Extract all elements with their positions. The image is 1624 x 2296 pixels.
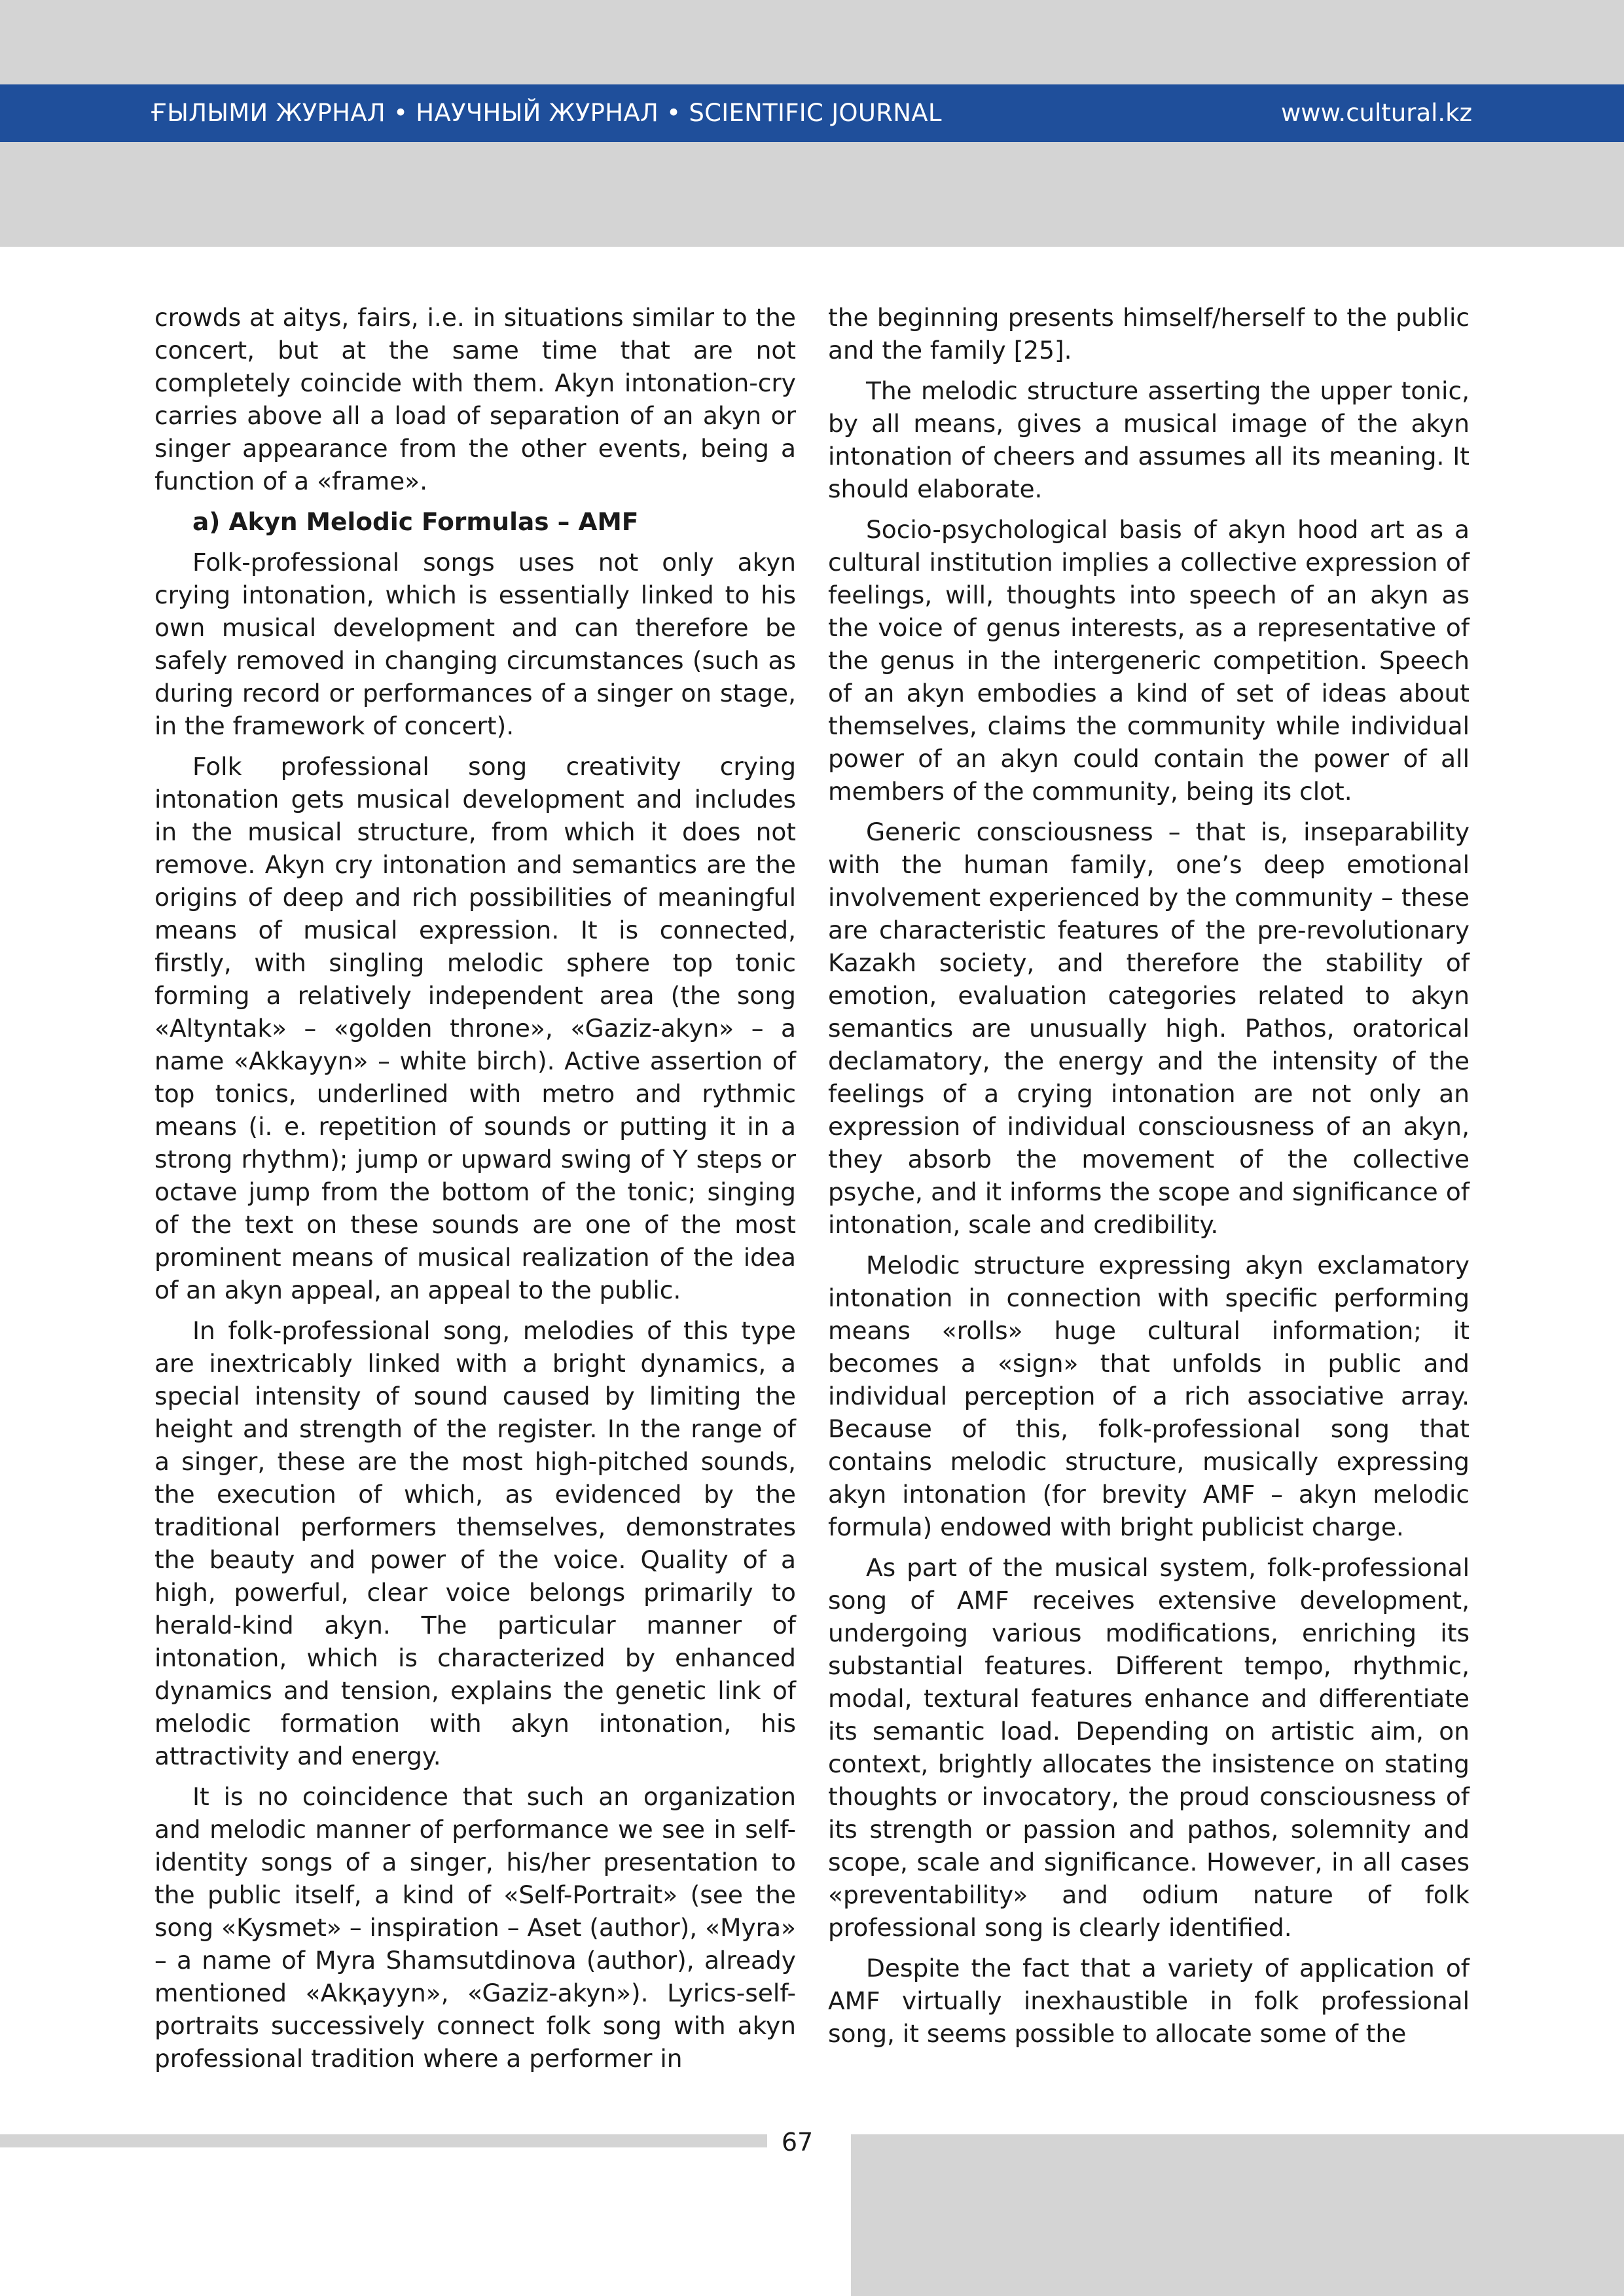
paragraph: Folk-professional songs uses not only akyn crying intonation, which is essentially linked to his own musical development and can therefore be safely removed in changing circumstances (such as during record or performances of a singer on stage, in the framework of concert). <box>154 548 796 740</box>
paragraph: Folk professional song creativity crying intonation gets musical development and includes in the musical structure, from which it does not remove. Akyn cry intonation and semantics are the origins of deep and rich possibilities of meaningful means of musical expression. It is connected, firstly, with singling melodic sphere top tonic forming a relatively independent area (the song «Altyntak» – «golden throne», «Gaziz-akyn» – a name «Akkayyn» – white birch). Active assertion of top tonics, underlined with metro and rythmic means (i. e. repetition of sounds or putting it in a strong rhythm); jump or upward swing of Y steps or octave jump from the bottom of the tonic; singing of the text on these sounds are one of the most prominent means of musical realization of the idea of an akyn appeal, an appeal to the public. <box>154 752 796 1304</box>
page-number: 67 <box>781 2128 814 2157</box>
paragraph: The melodic structure asserting the upper tonic, by all means, gives a musical image of the akyn intonation of cheers and assumes all its meaning. It should elaborate. <box>828 376 1470 503</box>
paragraph: It is no coincidence that such an organization and melodic manner of performance we see in self-identity songs of a singer, his/her presentation to the public itself, a kind of «Self-Portrait» (see the song «Kysmet» – inspiration – Aset (author), «Myra» – a name of Myra Shamsutdinova (author), already mentioned «Akқayyn», «Gaziz-akyn»). Lyrics-self-portraits successively connect folk song with akyn professional tradition where a performer in <box>154 1782 796 2073</box>
paragraph: Melodic structure expressing akyn exclamatory intonation in connection with specific performing means «rolls» huge cultural information; it becomes a «sign» that unfolds in public and individual perception of a rich associative array. Because of this, folk-professional song that contains melodic structure, musically expressing akyn intonation (for brevity AMF – akyn melodic formula) endowed with bright publicist charge. <box>828 1251 1470 1541</box>
right-column <box>828 301 1470 2058</box>
journal-banner <box>0 84 1624 142</box>
paragraph: Generic consciousness – that is, inseparability with the human family, one’s deep emotional involvement experienced by the community – these are characteristic features of the pre-revolutionary Kazakh society, and therefore the stability of emotion, evaluation categories related to akyn semantics are unusually high. Pathos, oratorical declamatory, the energy and the intensity of the feelings of a crying intonation are not only an expression of individual consciousness of an akyn, they absorb the movement of the collective psyche, and it informs the scope and significance of intonation, scale and credibility. <box>828 817 1470 1239</box>
section-heading: a) Akyn Melodic Formulas – AMF <box>192 507 639 536</box>
paragraph: As part of the musical system, folk-professional song of AMF receives extensive development, undergoing various modifications, enriching its substantial features. Different tempo, rhythmic, modal, textural features enhance and differentiate its semantic load. Depending on artistic aim, on context, brightly allocates the insistence on stating thoughts or invocatory, the proud consciousness of its strength or passion and pathos, solemnity and scope, scale and significance. However, in all cases «preventability» and odium nature of folk professional song is clearly identified. <box>828 1553 1470 1942</box>
paragraph: the beginning presents himself/herself to the public and the family [25]. <box>828 303 1470 365</box>
paragraph: crowds at aitys, fairs, i.e. in situations similar to the concert, but at the same time that are not completely coincide with them. Akyn intonation-cry carries above all a load of separation of an akyn or singer appearance from the other events, being a function of a «frame». <box>154 303 796 495</box>
paragraph: In folk-professional song, melodies of this type are inextricably linked with a bright dynamics, a special intensity of sound caused by limiting the height and strength of the register. In the range of a singer, these are the most high-pitched sounds, the execution of which, as evidenced by the traditional performers themselves, demonstrates the beauty and power of the voice. Quality of a high, powerful, clear voice belongs primarily to herald-kind akyn. The particular manner of intonation, which is characterized by enhanced dynamics and tension, explains the genetic link of melodic formation with akyn intonation, his attractivity and energy. <box>154 1316 796 1770</box>
footer-bar <box>0 2134 767 2147</box>
paragraph: Despite the fact that a variety of application of AMF virtually inexhaustible in folk professional song, it seems possible to allocate some of the <box>828 1954 1470 2048</box>
journal-website-link[interactable]: www.cultural.kz <box>1281 99 1472 127</box>
footer-block <box>851 2134 1624 2296</box>
left-column <box>154 301 796 2083</box>
journal-title: ҒЫЛЫМИ ЖУРНАЛ • НАУЧНЫЙ ЖУРНАЛ • SCIENTIFIC JOURNAL <box>151 99 942 127</box>
paragraph: Socio-psychological basis of akyn hood art as a cultural institution implies a collective expression of feelings, will, thoughts into speech of an akyn as the voice of genus interests, as a representative of the genus in the intergeneric competition. Speech of an akyn embodies a kind of set of ideas about themselves, claims the community while individual power of an akyn could contain the power of all members of the community, being its clot. <box>828 515 1470 806</box>
